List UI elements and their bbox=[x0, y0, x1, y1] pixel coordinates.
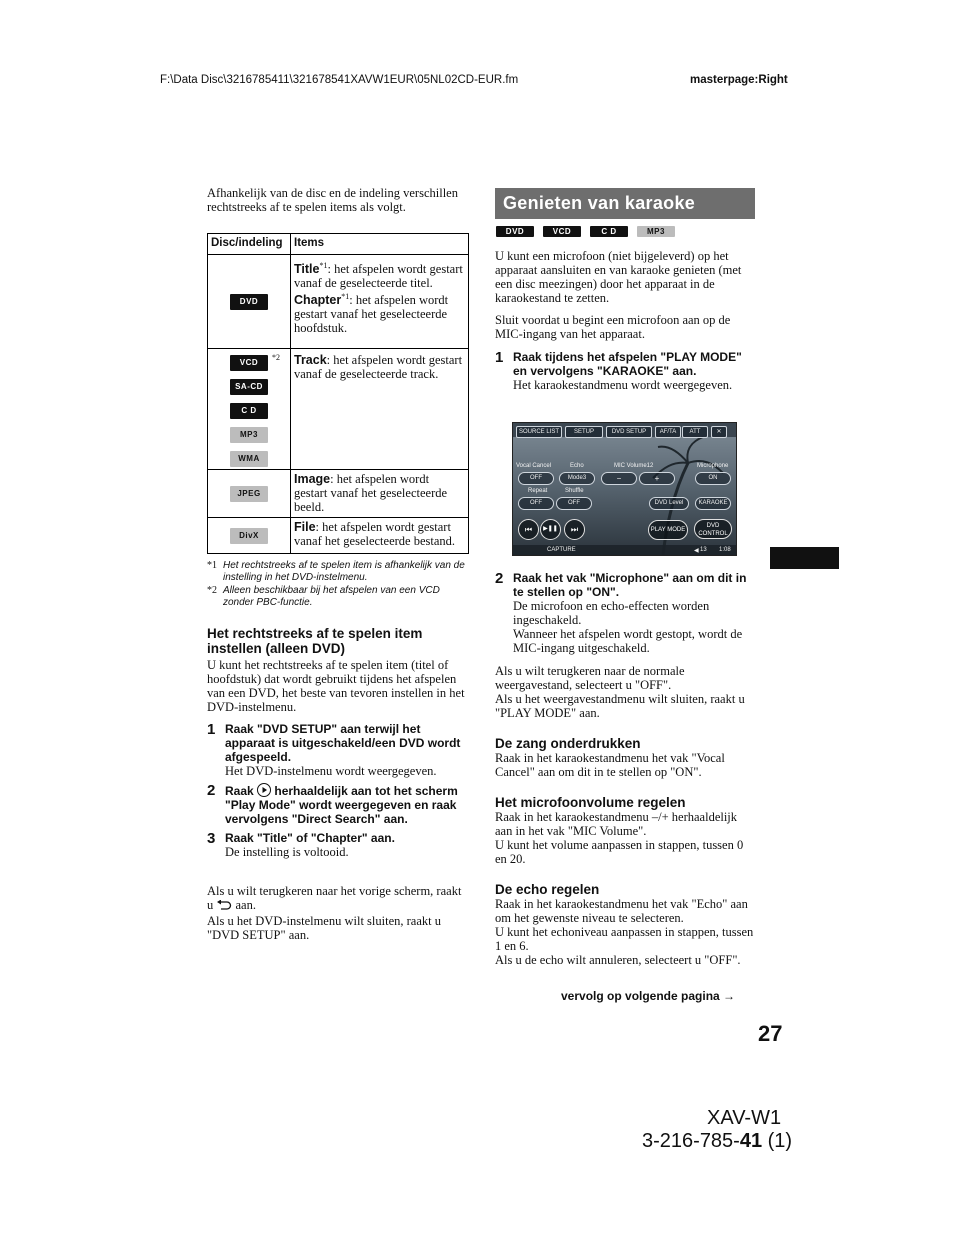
mic-volume-plus-button[interactable]: + bbox=[639, 472, 675, 485]
continued-label: vervolg op volgende pagina → bbox=[561, 989, 736, 1003]
step-result: Het karaokestandmenu wordt weergegeven. bbox=[513, 378, 733, 392]
step-1 bbox=[207, 722, 469, 778]
term-image: Image bbox=[294, 472, 331, 486]
divx-badge: DivX bbox=[230, 528, 268, 544]
karaoke-badges bbox=[496, 226, 675, 237]
dvd-level-button[interactable]: DVD Level bbox=[649, 497, 689, 510]
closing-text: aan. bbox=[235, 898, 256, 912]
section-text: Raak in het karaokestandmenu het vak "Vocal Cancel" aan om dit in te stellen op "ON". bbox=[495, 751, 725, 779]
format-cell bbox=[208, 470, 291, 518]
karaoke-sections bbox=[495, 736, 757, 967]
footnote-text: Alleen beschikbaar bij het afspelen van een VCD zonder PBC-functie. bbox=[223, 585, 440, 608]
table-row bbox=[208, 349, 469, 470]
karaoke-screen bbox=[512, 422, 737, 556]
dvd-badge: DVD bbox=[496, 226, 534, 237]
karaoke-intro: U kunt een microfoon (niet bijgeleverd) op het apparaat aansluiten en van karaoke genieten (met een disc meezingen) door het apparaat in de karaokestand te zetten. bbox=[495, 249, 742, 305]
step-number: 2 bbox=[207, 782, 216, 799]
capture-button[interactable]: CAPTURE bbox=[547, 547, 576, 553]
return-arrow-icon bbox=[216, 900, 232, 914]
step-instruction-pre: Raak bbox=[225, 784, 254, 798]
table-row bbox=[208, 470, 469, 518]
step-instruction: Raak "DVD SETUP" aan terwijl het apparaat is uitgeschakeld/een DVD wordt afgespeeld. bbox=[225, 722, 461, 764]
section-mic-volume bbox=[495, 795, 757, 866]
microphone-label: Microphone bbox=[697, 463, 729, 469]
term-desc: : het afspelen wordt gestart vanaf het geselecteerde beeld. bbox=[294, 472, 448, 514]
microphone-on-button[interactable]: ON bbox=[695, 472, 731, 485]
next-track-icon[interactable]: ⏭ bbox=[564, 519, 585, 540]
dvd-control-button[interactable]: DVD CONTROL bbox=[694, 519, 732, 539]
section-text: Raak in het karaokestandmenu –/+ herhaaldelijk aan in het vak "MIC Volume". U kunt het volume aanpassen in stappen, tussen 0 en 20. bbox=[495, 810, 744, 866]
footnote bbox=[207, 585, 469, 609]
vocal-cancel-label: Vocal Cancel bbox=[516, 463, 552, 469]
items-cell bbox=[291, 255, 469, 349]
table-header-disc: Disc/indeling bbox=[208, 234, 291, 255]
karaoke-step-1 bbox=[495, 350, 755, 392]
intro-text: Afhankelijk van de disc en de indeling verschillen rechtstreeks af te spelen items als volgt. bbox=[207, 186, 458, 214]
term-title: Title bbox=[294, 262, 320, 277]
format-cell bbox=[208, 349, 291, 470]
term-track: Track bbox=[294, 353, 327, 367]
play-pause-icon[interactable]: ▶❚❚ bbox=[540, 519, 561, 540]
term-desc: : het afspelen wordt gestart vanaf de geselecteerde titel. bbox=[294, 262, 463, 291]
section-heading: Het microfoonvolume regelen bbox=[495, 795, 686, 810]
step-3 bbox=[207, 831, 469, 859]
subhead-paragraph: U kunt het rechtstreeks af te spelen item (titel of hoofdstuk) dat wordt gebruikt tijdens het afspelen van een DVD, het beste van tevoren instellen in het DVD-instelmenu. bbox=[207, 658, 465, 714]
model-name: XAV-W1 bbox=[707, 1107, 782, 1129]
shuffle-off-button[interactable]: OFF bbox=[556, 497, 592, 510]
step-number: 1 bbox=[495, 349, 504, 366]
karaoke-mic-note: Sluit voordat u begint een microfoon aan op de MIC-ingang van het apparaat. bbox=[495, 313, 731, 341]
thumb-tab bbox=[770, 547, 839, 569]
subheading-direct-search: Het rechtstreeks af te spelen item instellen (alleen DVD) bbox=[207, 626, 423, 656]
close-icon[interactable]: ✕ bbox=[711, 426, 727, 438]
step-result: De instelling is voltooid. bbox=[225, 845, 349, 859]
footnotes bbox=[207, 560, 469, 609]
section-title: Genieten van karaoke bbox=[495, 188, 755, 219]
dvd-badge: DVD bbox=[230, 294, 268, 310]
step-instruction bbox=[225, 783, 469, 826]
mp3-badge: MP3 bbox=[637, 226, 675, 237]
vocal-cancel-off-button[interactable]: OFF bbox=[518, 472, 554, 485]
format-cell bbox=[208, 255, 291, 349]
term-sup: *1 bbox=[341, 292, 350, 302]
page-number: 27 bbox=[758, 1021, 783, 1046]
play-mode-button[interactable]: PLAY MODE bbox=[648, 520, 688, 540]
table-header-items: Items bbox=[291, 234, 469, 255]
cd-badge: C D bbox=[590, 226, 628, 237]
term-desc: : het afspelen wordt gestart vanaf het geselecteerde bestand. bbox=[294, 520, 456, 548]
section-vocal-cancel bbox=[495, 736, 757, 779]
items-cell bbox=[291, 470, 469, 518]
term-chapter: Chapter bbox=[294, 293, 342, 308]
section-text: Raak in het karaokestandmenu het vak "Echo" aan om het gewenste niveau te selecteren. U kunt het echoniveau aanpassen in stappen, tussen 1 en 6. Als u de echo wilt annuleren, selecteert u "OFF". bbox=[495, 897, 754, 967]
tab-dvd-setup[interactable]: DVD SETUP bbox=[606, 426, 652, 438]
repeat-label: Repeat bbox=[528, 488, 548, 494]
step-number: 1 bbox=[207, 721, 216, 738]
previous-track-icon[interactable]: ⏮ bbox=[518, 519, 539, 540]
items-table bbox=[207, 233, 469, 554]
part-number-prefix: 3-216-785- bbox=[642, 1130, 740, 1152]
tab-source-list[interactable]: SOURCE LIST bbox=[516, 426, 562, 438]
items-cell bbox=[291, 518, 469, 554]
section-echo bbox=[495, 882, 757, 967]
step-2 bbox=[207, 783, 469, 826]
shuffle-label: Shuffle bbox=[565, 488, 584, 494]
step-instruction: Raak tijdens het afspelen "PLAY MODE" en vervolgens "KARAOKE" aan. bbox=[513, 350, 742, 378]
vcd-footnote-mark: *2 bbox=[272, 353, 280, 362]
step-result: Het DVD-instelmenu wordt weergegeven. bbox=[225, 764, 437, 778]
karaoke-button[interactable]: KARAOKE bbox=[695, 497, 731, 510]
part-number bbox=[642, 1130, 792, 1153]
jpeg-badge: JPEG bbox=[230, 486, 268, 502]
section-heading: De echo regelen bbox=[495, 882, 600, 897]
repeat-off-button[interactable]: OFF bbox=[518, 497, 554, 510]
footnote bbox=[207, 560, 469, 584]
items-cell bbox=[291, 349, 469, 470]
masterpage-label: masterpage:Right bbox=[690, 74, 788, 86]
step-number: 3 bbox=[207, 830, 216, 847]
play-circle-icon bbox=[257, 783, 271, 797]
term-desc: : het afspelen wordt gestart vanaf het geselecteerde hoofdstuk. bbox=[294, 293, 449, 336]
table-row bbox=[208, 255, 469, 349]
closing-text-2: Als u het DVD-instelmenu wilt sluiten, raakt u "DVD SETUP" aan. bbox=[207, 914, 441, 942]
mic-volume-minus-button[interactable]: − bbox=[601, 472, 637, 485]
cd-badge: C D bbox=[230, 403, 268, 419]
mic-volume-label: MIC Volume12 bbox=[614, 463, 654, 469]
after-steps-text: Als u wilt terugkeren naar de normale weergavestand, selecteert u "OFF". Als u het weergavestandmenu wilt sluiten, raakt u "PLAY MODE" aan. bbox=[495, 664, 745, 720]
tab-af-ta[interactable]: AF/TA bbox=[655, 426, 681, 438]
footnote-mark: *2 bbox=[207, 585, 217, 596]
part-number-suffix: (1) bbox=[762, 1130, 793, 1152]
part-number-bold: 41 bbox=[739, 1130, 763, 1152]
wma-badge: WMA bbox=[230, 451, 268, 467]
vcd-badge: VCD bbox=[230, 355, 268, 371]
left-steps bbox=[207, 722, 469, 859]
section-heading: De zang onderdrukken bbox=[495, 736, 641, 751]
left-closing bbox=[207, 884, 469, 942]
term-file: File bbox=[294, 520, 316, 534]
tab-att[interactable]: ATT bbox=[682, 426, 708, 438]
elapsed-time: 1:08 bbox=[719, 547, 731, 553]
term-sup: *1 bbox=[319, 261, 328, 270]
vcd-badge: VCD bbox=[543, 226, 581, 237]
step-number: 2 bbox=[495, 570, 504, 587]
karaoke-step-2 bbox=[495, 571, 755, 655]
mp3-badge: MP3 bbox=[230, 427, 268, 443]
step-result: De microfoon en echo-effecten worden ingeschakeld. Wanneer het afspelen wordt gestopt, wordt de MIC-ingang uitgeschakeld. bbox=[513, 599, 743, 655]
closing-text: Als u wilt terugkeren naar het vorige scherm, raakt u bbox=[207, 884, 462, 912]
track-number: 13 bbox=[700, 547, 707, 553]
echo-mode-button[interactable]: Mode3 bbox=[559, 472, 595, 485]
table-row bbox=[208, 518, 469, 554]
format-cell bbox=[208, 518, 291, 554]
step-instruction: Raak het vak "Microphone" aan om dit in te stellen op "ON". bbox=[513, 571, 747, 599]
speaker-icon: ◀ bbox=[694, 548, 699, 554]
step-instruction-rest: herhaaldelijk aan tot het scherm "Play Mode" wordt weergegeven en raak vervolgens "Direct Search" aan. bbox=[225, 784, 458, 826]
footnote-mark: *1 bbox=[207, 560, 217, 571]
file-path: F:\Data Disc\3216785411\321678541XAVW1EUR\05NL02CD-EUR.fm bbox=[160, 74, 519, 86]
step-instruction: Raak "Title" of "Chapter" aan. bbox=[225, 831, 395, 845]
sacd-badge: SA-CD bbox=[230, 379, 268, 395]
footnote-text: Het rechtstreeks af te spelen item is afhankelijk van de instelling in het DVD-instelmenu. bbox=[223, 560, 465, 583]
term-desc: : het afspelen wordt gestart vanaf de geselecteerde track. bbox=[294, 353, 463, 381]
tab-setup[interactable]: SETUP bbox=[565, 426, 603, 438]
echo-label: Echo bbox=[570, 463, 584, 469]
